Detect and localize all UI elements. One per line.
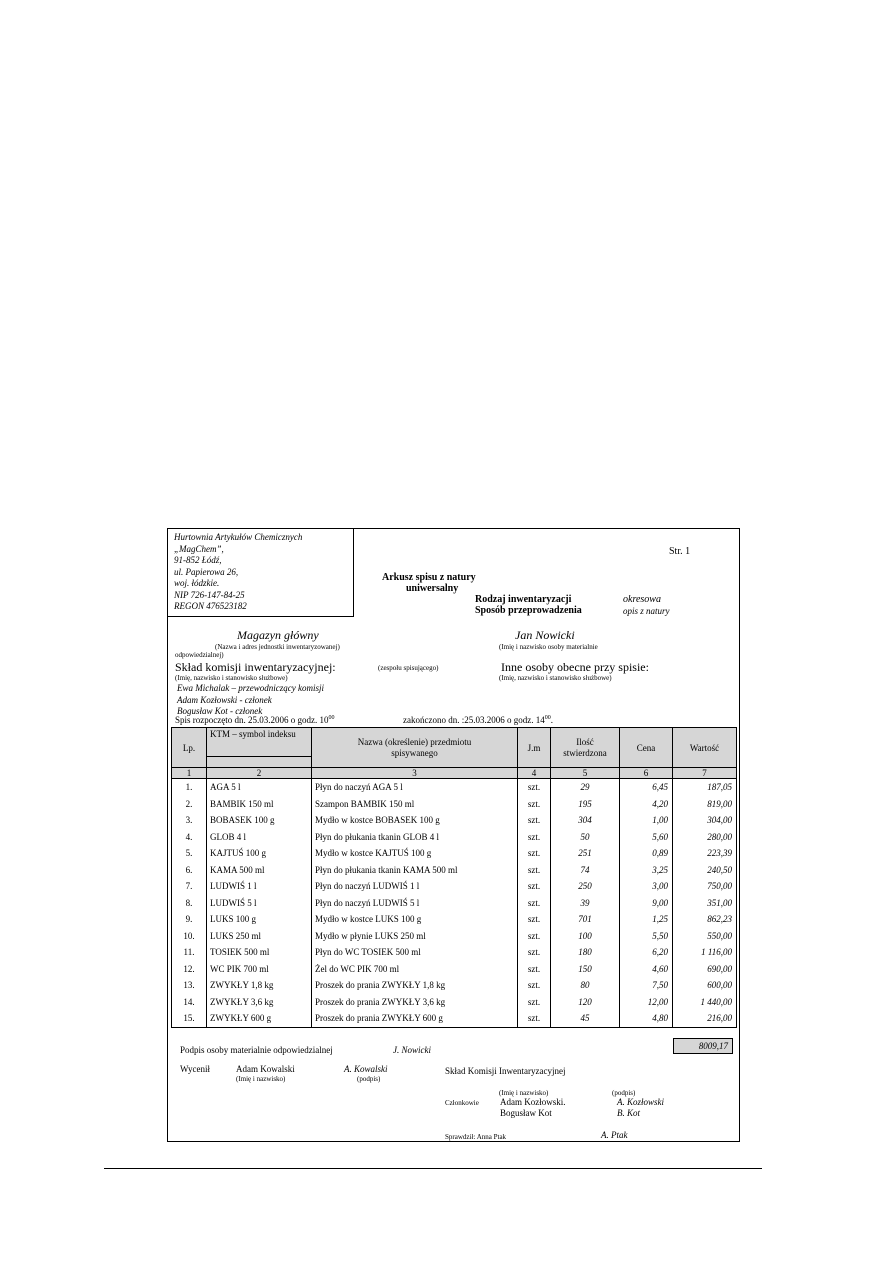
- cell-name: Płyn do naczyń LUDWIŚ 1 l: [312, 878, 518, 895]
- cell-jm: szt.: [518, 829, 551, 846]
- cell-lp: 7.: [172, 878, 207, 895]
- table-row: [172, 845, 737, 862]
- cell-price: 9,00: [620, 895, 673, 912]
- document-subtitle: uniwersalny: [406, 583, 459, 594]
- cm-name-caption: (Imię i nazwisko): [499, 1089, 549, 1097]
- cell-ktm: LUDWIŚ 5 l: [207, 895, 312, 912]
- inventory-type-label: Rodzaj inwentaryzacji: [475, 594, 572, 605]
- cell-jm: szt.: [518, 977, 551, 994]
- end-date: zakończono dn. :25.03.2006 o godz. $14^{00}$.: [403, 715, 553, 725]
- company-line: woj. łódzkie.: [174, 578, 220, 588]
- table-row: [172, 928, 737, 945]
- total-value: 8009,17: [673, 1038, 733, 1054]
- commission-members-title: Skład Komisji Inwentaryzacyjnej: [445, 1066, 566, 1076]
- table-row: [172, 796, 737, 813]
- cm-member-name: Bogusław Kot: [500, 1108, 552, 1118]
- responsible-caption: (Imię i nazwisko osoby materialnie: [499, 643, 598, 651]
- cell-lp: 3.: [172, 812, 207, 829]
- cell-value: 750,00: [673, 878, 737, 895]
- company-line: „MagChem”,: [174, 543, 224, 554]
- cell-lp: 15.: [172, 1010, 207, 1027]
- others-label: Inne osoby obecne przy spisie:: [501, 660, 649, 674]
- cell-name: Płyn do płukania tkanin KAMA 500 ml: [312, 862, 518, 879]
- cell-lp: 14.: [172, 994, 207, 1011]
- cell-name: Proszek do prania ZWYKŁY 600 g: [312, 1010, 518, 1027]
- cell-qty: 120: [551, 994, 620, 1011]
- footer-rule: [104, 1168, 762, 1169]
- cell-price: 3,25: [620, 862, 673, 879]
- cell-price: 0,89: [620, 845, 673, 862]
- cell-ktm: LUKS 250 ml: [207, 928, 312, 945]
- company-line: ul. Papierowa 26,: [174, 566, 239, 577]
- unit-name: Magazyn główny: [237, 628, 319, 642]
- cell-ktm: AGA 5 l: [207, 779, 312, 796]
- cell-value: 1 440,00: [673, 994, 737, 1011]
- col-qty-header: Ilość stwierdzona: [551, 728, 620, 768]
- company-line: Hurtownia Artykułów Chemicznych: [174, 532, 303, 542]
- cell-ktm: ZWYKŁY 600 g: [207, 1010, 312, 1027]
- commission-member: Adam Kozłowski - członek: [177, 695, 272, 705]
- page-number: Str. 1: [669, 546, 691, 557]
- table-row: [172, 961, 737, 978]
- table-row: [172, 977, 737, 994]
- company-line: NIP 726-147-84-25: [174, 589, 245, 600]
- commission-caption: (Imię, nazwisko i stanowisko służbowe): [175, 674, 288, 682]
- cell-jm: szt.: [518, 878, 551, 895]
- cm-member-sign: A. Kozłowski: [617, 1097, 665, 1107]
- col-jm-header: J.m: [518, 728, 551, 768]
- table-row: [172, 994, 737, 1011]
- cell-name: Mydło w płynie LUKS 250 ml: [312, 928, 518, 945]
- cell-ktm: BAMBIK 150 ml: [207, 796, 312, 813]
- col-number: 5: [551, 768, 620, 779]
- cell-price: 5,60: [620, 829, 673, 846]
- cell-qty: 80: [551, 977, 620, 994]
- table-row: [172, 779, 737, 796]
- commission-sub: (zespołu spisującego): [378, 664, 439, 672]
- cell-qty: 45: [551, 1010, 620, 1027]
- cell-value: 550,00: [673, 928, 737, 945]
- company-line: REGON 476523182: [174, 601, 247, 611]
- cell-lp: 13.: [172, 977, 207, 994]
- company-address-box: [168, 529, 354, 617]
- signature-label: Podpis osoby materialnie odpowiedzialnej: [180, 1045, 333, 1055]
- checked-sign: A. Ptak: [601, 1130, 628, 1140]
- cell-lp: 2.: [172, 796, 207, 813]
- table-row: [172, 812, 737, 829]
- cell-lp: 4.: [172, 829, 207, 846]
- commission-member: Ewa Michalak – przewodniczący komisji: [177, 683, 324, 693]
- cell-ktm: LUKS 100 g: [207, 911, 312, 928]
- cell-ktm: GLOB 4 l: [207, 829, 312, 846]
- cm-member-sign: B. Kot: [617, 1108, 641, 1118]
- cell-ktm: BOBASEK 100 g: [207, 812, 312, 829]
- cell-jm: szt.: [518, 1010, 551, 1027]
- cell-qty: 180: [551, 944, 620, 961]
- cell-lp: 8.: [172, 895, 207, 912]
- cell-price: 4,80: [620, 1010, 673, 1027]
- cm-sign-caption: (podpis): [612, 1089, 636, 1097]
- unit-caption: (Nazwa i adres jednostki inwentaryzowanej): [215, 643, 340, 651]
- others-caption: (Imię, nazwisko i stanowisko służbowe): [499, 674, 612, 682]
- cell-price: 1,00: [620, 812, 673, 829]
- cell-qty: 701: [551, 911, 620, 928]
- responsible-person-name: Jan Nowicki: [515, 628, 575, 642]
- cell-name: Płyn do naczyń AGA 5 l: [312, 779, 518, 796]
- inventory-table: [171, 727, 737, 1028]
- checked-label: Sprawdził: Anna Ptak: [445, 1133, 507, 1141]
- col-lp-header: Lp.: [172, 728, 207, 768]
- company-line: 91-852 Łódź,: [174, 555, 222, 565]
- cell-ktm: LUDWIŚ 1 l: [207, 878, 312, 895]
- cell-qty: 195: [551, 796, 620, 813]
- cell-ktm: ZWYKŁY 1,8 kg: [207, 977, 312, 994]
- table-body: [172, 779, 737, 1028]
- cell-qty: 50: [551, 829, 620, 846]
- col-number: 3: [312, 768, 518, 779]
- cell-value: 819,00: [673, 796, 737, 813]
- col-ktm-header: KTM – symbol indeksu: [207, 728, 312, 757]
- cell-name: Mydło w kostce LUKS 100 g: [312, 911, 518, 928]
- cell-value: 187,05: [673, 779, 737, 796]
- cell-ktm: TOSIEK 500 ml: [207, 944, 312, 961]
- col-number: 4: [518, 768, 551, 779]
- cell-value: 690,00: [673, 961, 737, 978]
- col-number: 7: [673, 768, 737, 779]
- cell-qty: 250: [551, 878, 620, 895]
- cell-value: 216,00: [673, 1010, 737, 1027]
- cell-jm: szt.: [518, 895, 551, 912]
- cell-value: 600,00: [673, 977, 737, 994]
- cell-name: Płyn do naczyń LUDWIŚ 5 l: [312, 895, 518, 912]
- cell-name: Płyn do WC TOSIEK 500 ml: [312, 944, 518, 961]
- cell-price: 6,20: [620, 944, 673, 961]
- col-price-header: Cena: [620, 728, 673, 768]
- cell-jm: szt.: [518, 911, 551, 928]
- cell-jm: szt.: [518, 944, 551, 961]
- cell-price: 5,50: [620, 928, 673, 945]
- table-row: [172, 878, 737, 895]
- cell-name: Proszek do prania ZWYKŁY 3,6 kg: [312, 994, 518, 1011]
- cell-ktm: KAMA 500 ml: [207, 862, 312, 879]
- cell-jm: szt.: [518, 845, 551, 862]
- cell-name: Szampon BAMBIK 150 ml: [312, 796, 518, 813]
- cell-jm: szt.: [518, 812, 551, 829]
- table-row: [172, 895, 737, 912]
- cell-lp: 12.: [172, 961, 207, 978]
- cell-qty: 251: [551, 845, 620, 862]
- cell-name: Mydło w kostce BOBASEK 100 g: [312, 812, 518, 829]
- cell-lp: 6.: [172, 862, 207, 879]
- cell-value: 240,50: [673, 862, 737, 879]
- cell-price: 7,50: [620, 977, 673, 994]
- cell-price: 4,20: [620, 796, 673, 813]
- cm-member-name: Adam Kozłowski.: [500, 1097, 566, 1107]
- col-number: 1: [172, 768, 207, 779]
- cell-jm: szt.: [518, 796, 551, 813]
- cell-lp: 9.: [172, 911, 207, 928]
- cell-lp: 1.: [172, 779, 207, 796]
- cell-name: Proszek do prania ZWYKŁY 1,8 kg: [312, 977, 518, 994]
- cell-price: 6,45: [620, 779, 673, 796]
- method-label: Sposób przeprowadzenia: [475, 605, 582, 616]
- table-row: [172, 829, 737, 846]
- cell-jm: szt.: [518, 928, 551, 945]
- cell-ktm: ZWYKŁY 3,6 kg: [207, 994, 312, 1011]
- cell-jm: szt.: [518, 961, 551, 978]
- valued-name-caption: (Imię i nazwisko): [236, 1075, 286, 1083]
- cell-value: 280,00: [673, 829, 737, 846]
- signature-value: J. Nowicki: [393, 1045, 431, 1055]
- col-ktm-header-blank: [207, 757, 312, 768]
- cell-ktm: KAJTUŚ 100 g: [207, 845, 312, 862]
- cell-qty: 304: [551, 812, 620, 829]
- cm-label: Członkowie: [445, 1099, 479, 1107]
- cell-name: Płyn do płukania tkanin GLOB 4 l: [312, 829, 518, 846]
- cell-value: 304,00: [673, 812, 737, 829]
- cell-qty: 74: [551, 862, 620, 879]
- cell-qty: 100: [551, 928, 620, 945]
- cell-jm: szt.: [518, 862, 551, 879]
- commission-member: Bogusław Kot - członek: [177, 706, 263, 716]
- cell-price: 1,25: [620, 911, 673, 928]
- valued-label: Wycenił: [180, 1064, 210, 1074]
- method-value: opis z natury: [623, 606, 670, 616]
- cell-jm: szt.: [518, 994, 551, 1011]
- cell-lp: 10.: [172, 928, 207, 945]
- document-title: Arkusz spisu z natury: [382, 572, 476, 583]
- cell-value: 862,23: [673, 911, 737, 928]
- cell-qty: 39: [551, 895, 620, 912]
- valued-name: Adam Kowalski: [236, 1064, 295, 1074]
- cell-lp: 5.: [172, 845, 207, 862]
- cell-price: 3,00: [620, 878, 673, 895]
- responsible-caption-cont: odpowiedzialnej): [175, 651, 224, 659]
- cell-lp: 11.: [172, 944, 207, 961]
- cell-value: 351,00: [673, 895, 737, 912]
- inventory-sheet: [167, 528, 740, 1142]
- commission-label: Skład komisji inwentaryzacyjnej:: [175, 660, 336, 674]
- col-name-header: Nazwa (określenie) przedmiotu spisywanego: [312, 728, 518, 768]
- valued-sign-caption: (podpis): [357, 1075, 381, 1083]
- table-row: [172, 944, 737, 961]
- cell-qty: 150: [551, 961, 620, 978]
- cell-ktm: WC PIK 700 ml: [207, 961, 312, 978]
- col-number: 6: [620, 768, 673, 779]
- cell-name: Mydło w kostce KAJTUŚ 100 g: [312, 845, 518, 862]
- cell-value: 1 116,00: [673, 944, 737, 961]
- inventory-type-value: okresowa: [623, 594, 661, 605]
- col-value-header: Wartość: [673, 728, 737, 768]
- table-row: [172, 911, 737, 928]
- table-row: [172, 862, 737, 879]
- cell-value: 223,39: [673, 845, 737, 862]
- cell-jm: szt.: [518, 779, 551, 796]
- cell-price: 4,60: [620, 961, 673, 978]
- col-number: 2: [207, 768, 312, 779]
- table-row: [172, 1010, 737, 1027]
- cell-price: 12,00: [620, 994, 673, 1011]
- cell-name: Żel do WC PIK 700 ml: [312, 961, 518, 978]
- start-date: Spis rozpoczęto dn. 25.03.2006 o godz. $10^{00}$: [175, 715, 335, 725]
- valued-signature: A. Kowalski: [344, 1064, 388, 1074]
- cell-qty: 29: [551, 779, 620, 796]
